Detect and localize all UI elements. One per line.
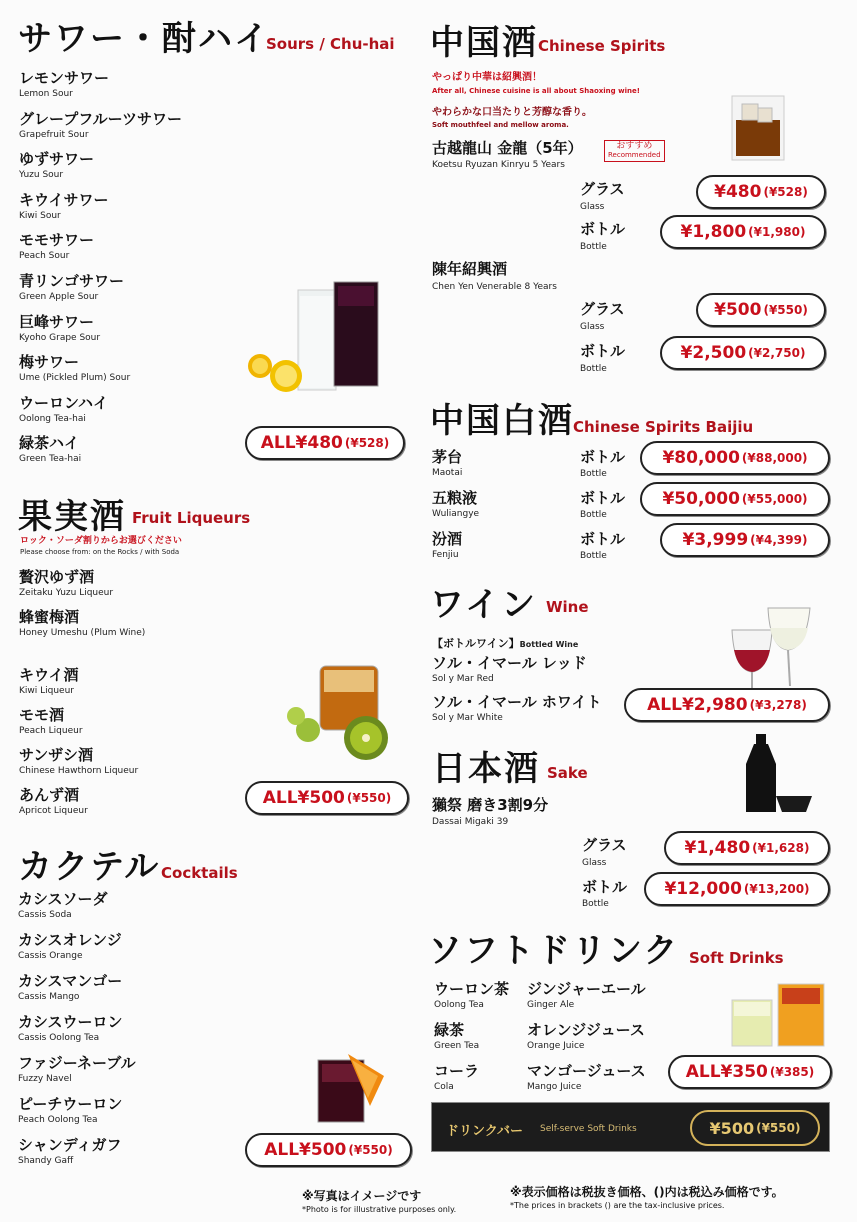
sake-glass-price: ¥1,480 [684, 838, 751, 858]
baijiu-item-en: Fenjiu [432, 550, 459, 560]
cocktails-item-name: シャンディガフ [18, 1136, 122, 1154]
baijiu-price-tax: (¥4,399) [750, 533, 808, 547]
baijiu-price-pill [660, 523, 830, 557]
chinese-item1-name: 古越龍山 金龍（5年） [432, 139, 583, 157]
soft-title-en: Soft Drinks [689, 949, 784, 967]
fruit-price-pill [245, 781, 409, 815]
wine-glasses-image [728, 600, 818, 690]
chinese-item2-glass-label: グラス [580, 300, 625, 318]
sours-item-en: Peach Sour [19, 251, 70, 262]
photo-note-en: *Photo is for illustrative purposes only. [302, 1205, 457, 1214]
wine-title-en: Wine [546, 598, 589, 616]
sours-item-en: Green Apple Sour [19, 292, 99, 302]
recommended-badge [604, 140, 665, 162]
sours-item-name: ゆずサワー [19, 150, 95, 169]
sake-glass-pill [664, 831, 830, 865]
drink-bar-price-pill [690, 1110, 820, 1146]
chinese-item2-bottle-tax: (¥2,750) [748, 346, 806, 360]
fruit-item-name: 贅沢ゆず酒 [19, 568, 95, 586]
baijiu-bottle-label: ボトル [580, 448, 626, 466]
cocktails-item-en: Cassis Mango [18, 992, 80, 1002]
photo-note: ※写真はイメージです [302, 1189, 422, 1203]
chinese-item1-bottle-tax: (¥1,980) [748, 225, 806, 239]
sours-item-name: 青リンゴサワー [19, 272, 125, 290]
fruit-item-en: Apricot Liqueur [19, 806, 88, 816]
fruit-item-name: モモ酒 [19, 706, 65, 724]
fruit-note: ロック・ソーダ割りからお選びください [20, 536, 182, 546]
sours-price-pill [245, 426, 405, 460]
price-note-en: *The prices in brackets () are the tax-inclusive prices. [510, 1201, 725, 1210]
fruit-item-name: サンザシ酒 [19, 746, 93, 764]
sours-price-tax: (¥528) [344, 436, 390, 450]
baijiu-price: ¥50,000 [662, 489, 740, 509]
cocktails-item-en: Shandy Gaff [18, 1156, 74, 1166]
cocktails-price: ALL¥500 [264, 1140, 347, 1160]
sours-item-name: 緑茶ハイ [19, 434, 80, 453]
soft-price-pill [668, 1055, 832, 1089]
fruit-item-name: あんず酒 [19, 786, 80, 804]
chinese-title-en: Chinese Spirits [538, 37, 666, 55]
soft-item-name: オレンジジュース [527, 1021, 645, 1039]
fruit-item-en: Kiwi Liqueur [19, 686, 74, 696]
sours-item-en: Oolong Tea-hai [19, 413, 86, 424]
drink-bar-en: Self-serve Soft Drinks [540, 1124, 637, 1134]
fruit-price: ALL¥500 [262, 788, 345, 808]
sake-bottle-en: Bottle [582, 899, 609, 909]
fruit-item-en: Honey Umeshu (Plum Wine) [19, 628, 146, 638]
sours-item-name: ウーロンハイ [19, 393, 108, 412]
soft-item-name: ジンジャーエール [527, 980, 646, 998]
chinese-note1: やっぱり中華は紹興酒！ [432, 72, 542, 83]
shaoxing-glass-image [730, 94, 786, 164]
chinese-item1-glass-en: Glass [580, 202, 605, 212]
drink-bar-price: ¥500 [709, 1118, 755, 1138]
sours-item-name: 巨峰サワー [19, 312, 95, 331]
cocktails-item-name: カシスウーロン [18, 1013, 123, 1031]
baijiu-item-en: Maotai [432, 468, 463, 478]
chinese-title: 中国酒 [430, 23, 538, 63]
wine-sub-en: Bottled Wine [519, 640, 579, 649]
soft-item-en: Oolong Tea [434, 1000, 484, 1010]
wine-item-en: Sol y Mar White [432, 713, 503, 723]
sours-item-name: レモンサワー [19, 69, 110, 87]
cocktails-item-en: Fuzzy Navel [18, 1074, 72, 1084]
sake-item-name: 獺祭 磨き3割9分 [432, 796, 549, 814]
cocktails-item-en: Cassis Soda [18, 910, 72, 920]
cocktails-item-name: ファジーネーブル [18, 1054, 136, 1072]
chinese-item2-bottle-label: ボトル [580, 342, 626, 360]
baijiu-item-en: Wuliangye [432, 509, 480, 519]
baijiu-item-name: 茅台 [432, 448, 463, 466]
wine-price: ALL¥2,980 [647, 695, 748, 715]
soft-item-en: Ginger Ale [527, 1000, 575, 1010]
cocktails-price-pill [245, 1133, 412, 1167]
wine-price-pill [624, 688, 830, 722]
badge-en: Recommended [608, 150, 661, 159]
baijiu-price-pill [640, 441, 830, 475]
baijiu-price: ¥3,999 [682, 530, 749, 550]
sour-drinks-image [246, 276, 396, 396]
sours-title: サワー・酎ハイ [18, 19, 270, 59]
soft-item-name: コーラ [434, 1062, 480, 1080]
fruit-item-name: キウイ酒 [19, 666, 79, 684]
fruit-item-name: 蜂蜜梅酒 [19, 608, 80, 626]
wine-title: ワイン [430, 585, 537, 625]
drink-bar-label: ドリンクバー [446, 1124, 523, 1139]
baijiu-title: 中国白酒 [430, 401, 574, 441]
soft-price-tax: (¥385) [769, 1065, 815, 1079]
sours-item-en: Lemon Sour [19, 89, 73, 99]
soft-title: ソフトドリンク [428, 931, 680, 971]
sake-glass-tax: (¥1,628) [752, 841, 810, 855]
soft-item-en: Green Tea [434, 1041, 480, 1051]
cocktails-item-name: カシスマンゴー [18, 972, 123, 990]
baijiu-bottle-label: ボトル [580, 530, 626, 548]
sake-bottle-image [742, 734, 814, 818]
sours-item-name: 梅サワー [19, 353, 80, 372]
sake-bottle-pill [644, 872, 830, 906]
badge-jp: おすすめ [616, 141, 653, 151]
drink-bar-tax: (¥550) [756, 1121, 801, 1135]
sours-item-en: Grapefruit Sour [19, 129, 89, 140]
chinese-item1-glass-tax: (¥528) [763, 185, 808, 199]
baijiu-price-tax: (¥88,000) [741, 451, 808, 465]
chinese-item2-name: 陳年紹興酒 [432, 260, 508, 278]
chinese-item2-bottle-price: ¥2,500 [680, 343, 747, 363]
cocktails-item-name: ピーチウーロン [18, 1095, 123, 1113]
sours-item-en: Green Tea-hai [19, 454, 82, 465]
cocktails-price-tax: (¥550) [348, 1143, 393, 1157]
chinese-item2-glass-en: Glass [580, 322, 605, 332]
sours-item-en: Ume (Pickled Plum) Sour [19, 373, 131, 384]
fruit-title-en: Fruit Liqueurs [132, 509, 251, 527]
fruit-title: 果実酒 [18, 497, 126, 537]
chinese-item2-glass-tax: (¥550) [763, 303, 808, 317]
sours-item-name: モモサワー [19, 231, 95, 250]
fruit-note-en: Please choose from: on the Rocks / with Soda [20, 548, 180, 556]
wine-sub-jp: 【ボトルワイン】 [432, 637, 520, 650]
chinese-item2-bottle-pill [660, 336, 826, 370]
sake-glass-en: Glass [582, 858, 607, 868]
fruit-item-en: Chinese Hawthorn Liqueur [19, 766, 139, 776]
fruit-item-en: Zeitaku Yuzu Liqueur [19, 588, 114, 598]
fruit-price-tax: (¥550) [346, 791, 392, 805]
baijiu-bottle-en: Bottle [580, 469, 607, 479]
chinese-note2-en: Soft mouthfeel and mellow aroma. [432, 121, 569, 129]
chinese-item2-glass-price: ¥500 [714, 300, 762, 320]
baijiu-price-pill [640, 482, 830, 516]
chinese-item1-bottle-pill [660, 215, 826, 249]
chinese-item1-bottle-en: Bottle [580, 242, 607, 252]
wine-item-name: ソル・イマール レッド [432, 654, 587, 672]
chinese-item2-bottle-en: Bottle [580, 364, 607, 374]
chinese-item1-en: Koetsu Ryuzan Kinryu 5 Years [432, 160, 565, 170]
sours-item-name: グレープフルーツサワー [19, 109, 183, 128]
chinese-item1-glass-label: グラス [580, 180, 625, 198]
soft-item-name: マンゴージュース [527, 1062, 646, 1080]
baijiu-bottle-en: Bottle [580, 551, 607, 561]
soft-item-name: 緑茶 [434, 1021, 465, 1039]
soft-item-en: Mango Juice [527, 1082, 582, 1092]
sake-bottle-label: ボトル [582, 878, 628, 896]
chinese-item1-bottle-price: ¥1,800 [680, 222, 747, 242]
soft-price: ALL¥350 [685, 1062, 768, 1082]
cocktails-title-en: Cocktails [161, 864, 238, 882]
sours-item-name: キウイサワー [19, 190, 109, 209]
cocktails-item-en: Cassis Orange [18, 951, 83, 961]
sake-item-en: Dassai Migaki 39 [432, 817, 509, 827]
chinese-item1-glass-price: ¥480 [714, 182, 762, 202]
fruit-liqueur-image [284, 656, 394, 762]
sake-bottle-tax: (¥13,200) [743, 882, 810, 896]
chinese-item2-en: Chen Yen Venerable 8 Years [432, 282, 557, 292]
baijiu-bottle-label: ボトル [580, 489, 626, 507]
baijiu-bottle-en: Bottle [580, 510, 607, 520]
sours-price: ALL¥480 [260, 433, 343, 453]
cocktails-item-name: カシスオレンジ [18, 931, 122, 949]
wine-price-tax: (¥3,278) [749, 698, 807, 712]
chinese-item1-glass-pill [696, 175, 826, 209]
sours-title-en: Sours / Chu-hai [266, 35, 395, 53]
fruit-item-en: Peach Liqueur [19, 726, 83, 736]
sake-title-en: Sake [547, 764, 588, 782]
cocktail-image [314, 1046, 394, 1126]
cocktails-item-en: Peach Oolong Tea [18, 1115, 98, 1125]
cocktails-item-en: Cassis Oolong Tea [18, 1033, 100, 1043]
sours-item-en: Kiwi Sour [19, 210, 61, 221]
cocktails-title: カクテル [18, 847, 161, 887]
sours-item-en: Yuzu Sour [19, 170, 64, 181]
chinese-item2-glass-pill [696, 293, 826, 327]
cocktails-item-name: カシスソーダ [18, 890, 108, 908]
wine-item-en: Sol y Mar Red [432, 674, 494, 684]
wine-item-name: ソル・イマール ホワイト [432, 693, 602, 711]
baijiu-item-name: 汾酒 [432, 530, 463, 548]
baijiu-price-tax: (¥55,000) [741, 492, 808, 506]
chinese-note1-en: After all, Chinese cuisine is all about Shaoxing wine! [432, 87, 640, 95]
soft-item-en: Orange Juice [527, 1041, 585, 1051]
sake-glass-label: グラス [582, 836, 627, 854]
soft-item-name: ウーロン茶 [434, 980, 510, 998]
chinese-note2: やわらかな口当たりと芳醇な香り。 [432, 107, 592, 118]
sake-bottle-price: ¥12,000 [664, 879, 742, 899]
baijiu-item-name: 五粮液 [432, 489, 478, 507]
price-note: ※表示価格は税抜き価格、()内は税込み価格です。 [510, 1185, 784, 1199]
drink-bar-banner [431, 1102, 830, 1152]
chinese-item1-bottle-label: ボトル [580, 220, 626, 238]
soft-item-en: Cola [434, 1082, 454, 1092]
sake-title: 日本酒 [432, 749, 540, 789]
wine-sub [432, 632, 578, 651]
baijiu-title-en: Chinese Spirits Baijiu [573, 418, 754, 436]
soft-drinks-image [730, 980, 828, 1050]
baijiu-price: ¥80,000 [662, 448, 740, 468]
sours-item-en: Kyoho Grape Sour [19, 332, 101, 343]
